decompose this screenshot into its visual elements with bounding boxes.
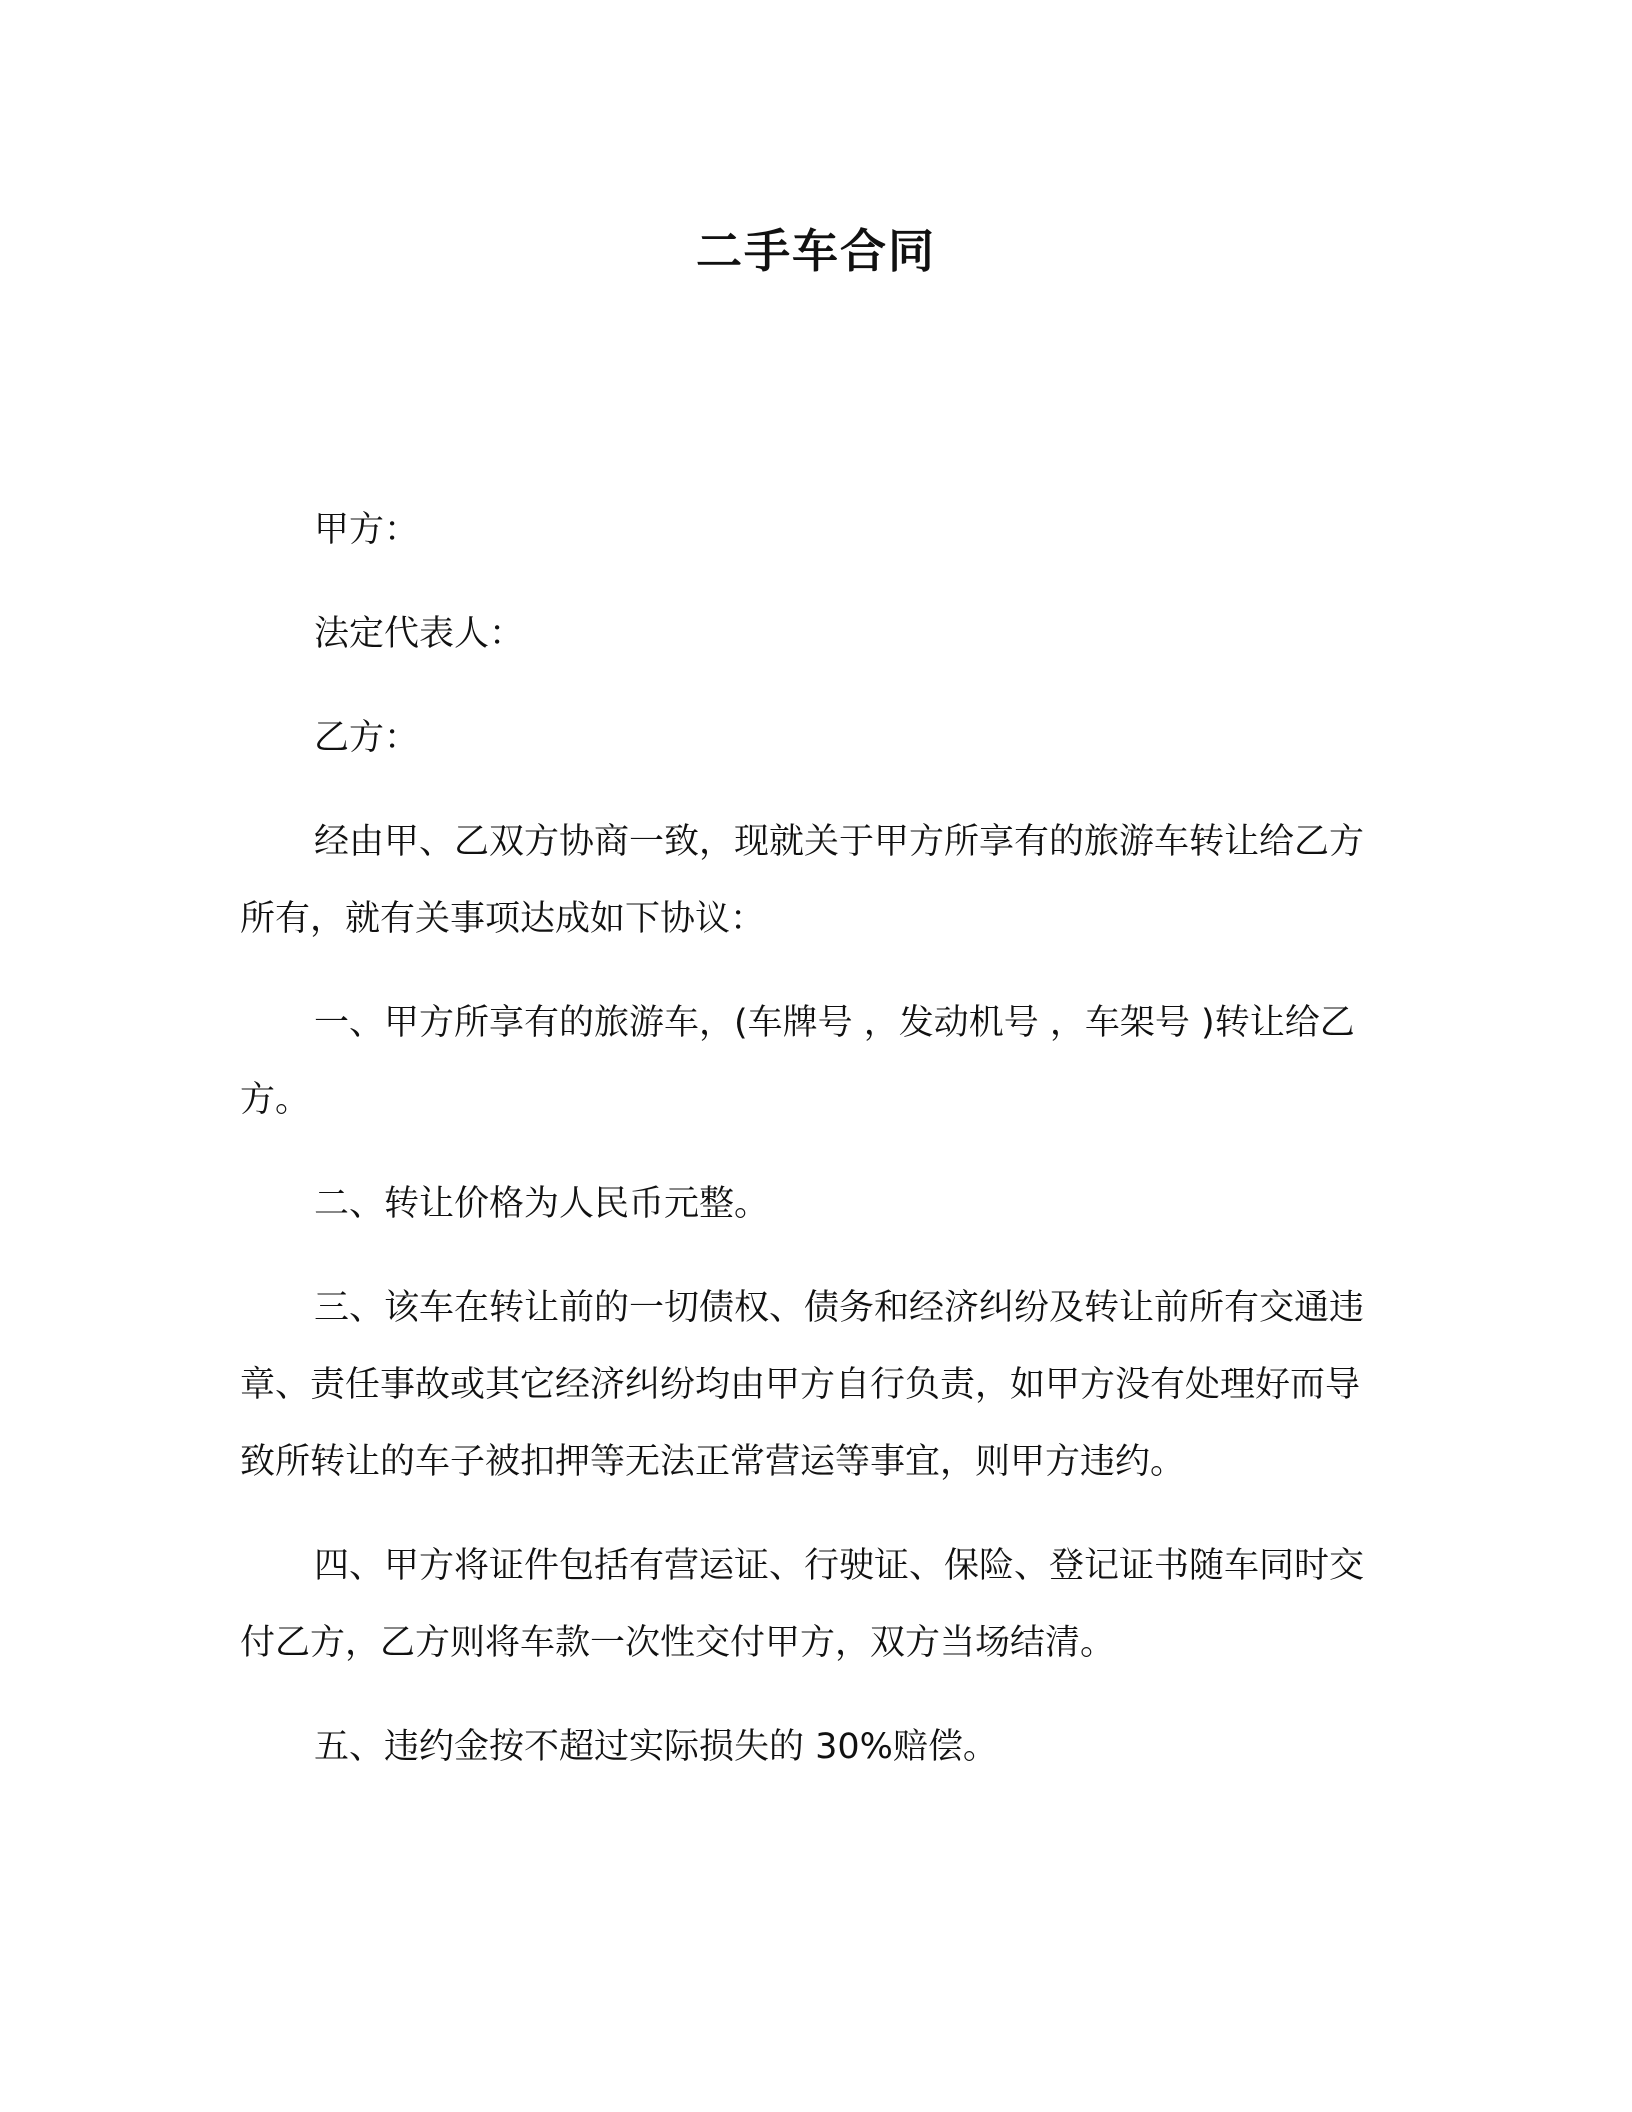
party-a-line: 甲方： bbox=[314, 510, 420, 550]
intro-paragraph: 经由甲、乙双方协商一致，现就关于甲方所享有的旅游车转让给乙方所有，就有关事项达成如下协议： bbox=[240, 822, 1365, 939]
clause-2: 二、转让价格为人民币元整。 bbox=[314, 1184, 770, 1224]
clause-1: 一、甲方所享有的旅游车，(车牌号 ，发动机号 ，车架号 )转让给乙方。 bbox=[240, 1003, 1355, 1120]
clause-3: 三、该车在转让前的一切债权、债务和经济纠纷及转让前所有交通违章、责任事故或其它经济纠纷均由甲方自行负责，如甲方没有处理好而导致所转让的车子被扣押等无法正常营运等事宜，则甲方违约。 bbox=[240, 1288, 1365, 1482]
legal-representative-line: 法定代表人： bbox=[314, 614, 525, 654]
document-title: 二手车合同 bbox=[696, 224, 936, 278]
clause-5: 五、违约金按不超过实际损失的 30%赔偿。 bbox=[314, 1727, 998, 1767]
clause-4: 四、甲方将证件包括有营运证、行驶证、保险、登记证书随车同时交付乙方，乙方则将车款一次性交付甲方，双方当场结清。 bbox=[240, 1546, 1365, 1663]
party-b-line: 乙方： bbox=[314, 718, 420, 758]
document-body bbox=[240, 492, 1390, 1813]
